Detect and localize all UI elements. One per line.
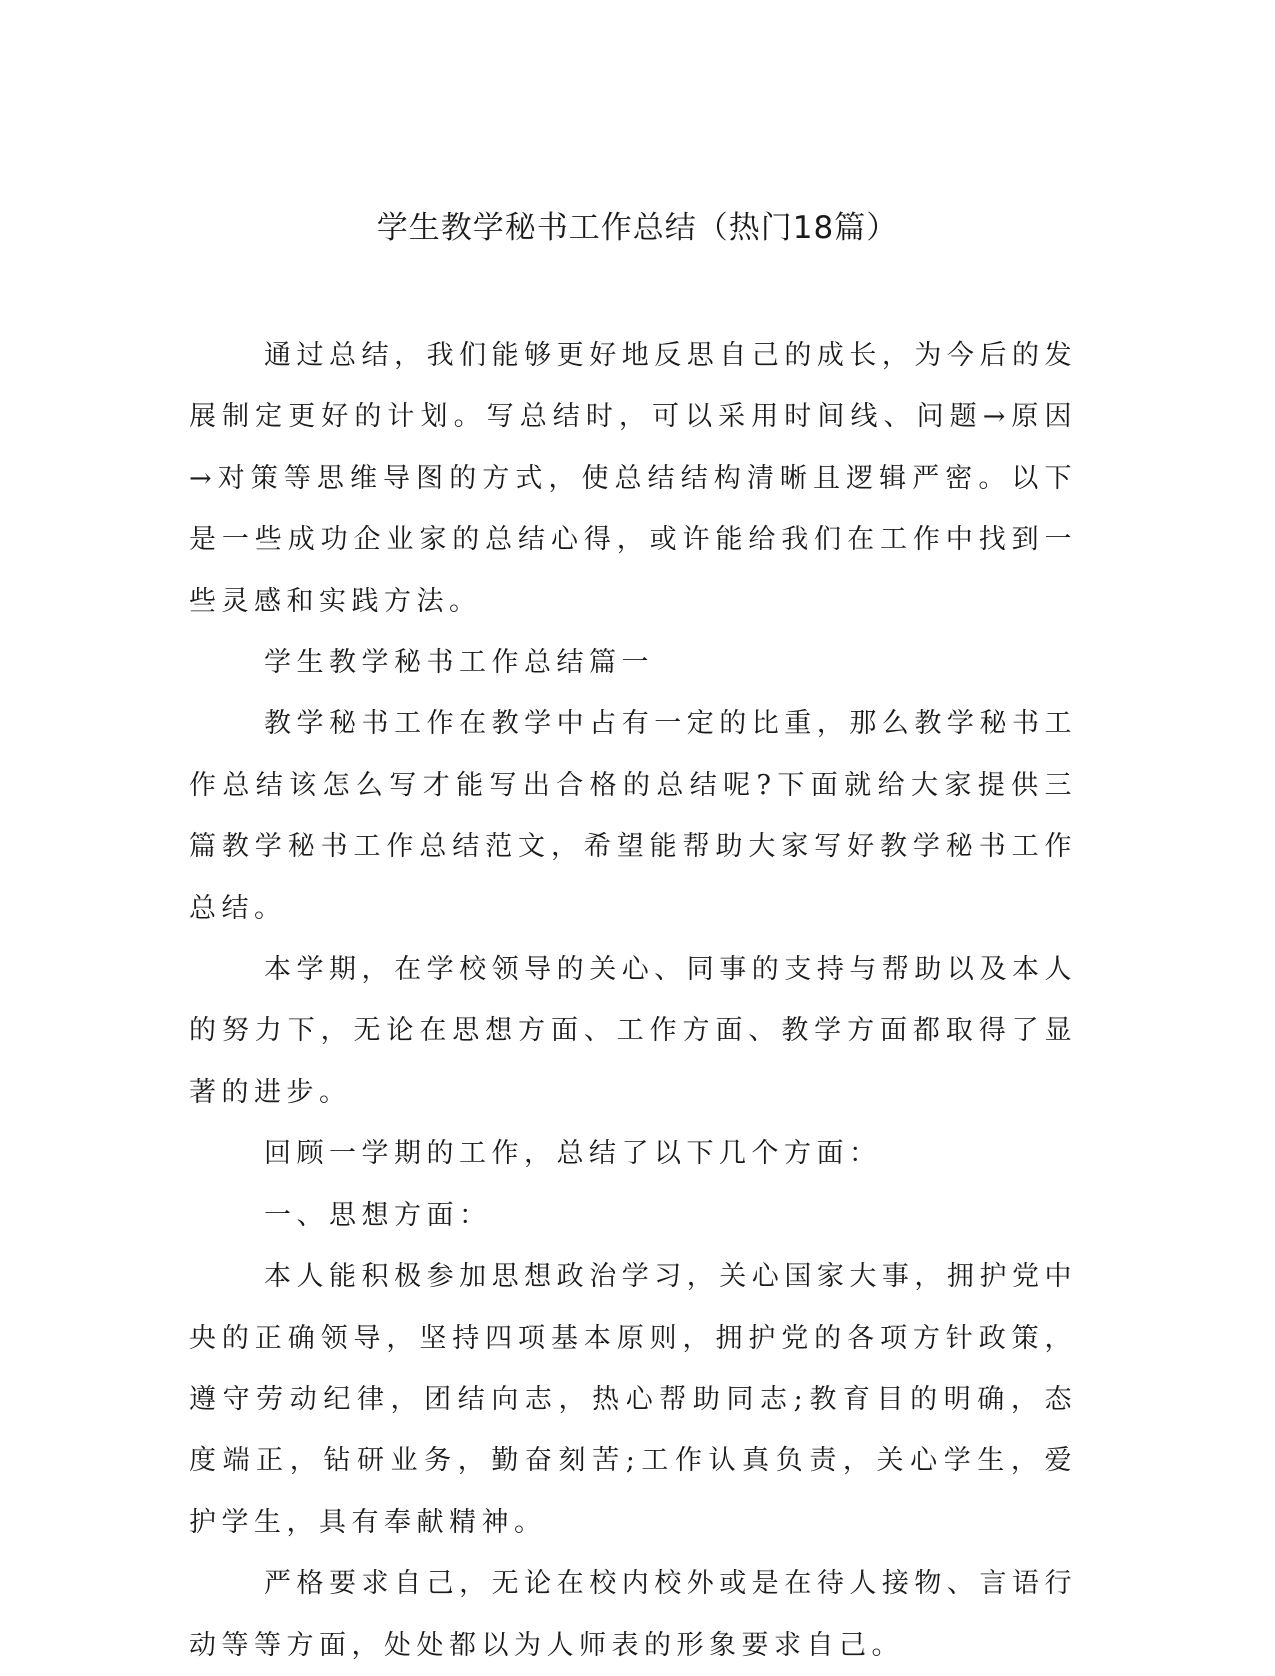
- subsection-heading: 一、思想方面：: [264, 1199, 492, 1231]
- intro-paragraph: 通过总结，我们能够更好地反思自己的成长，为今后的发展制定更好的计划。写总结时，可以采用时间线、问题→原因→对策等思维导图的方式，使总结结构清晰且逻辑严密。以下是一些成功企业家的总结心得，或许能给我们在工作中找到一些灵感和实践方法。: [189, 340, 1077, 617]
- body-paragraph: 本人能积极参加思想政治学习，关心国家大事，拥护党中央的正确领导，坚持四项基本原则，拥护党的各项方针政策，遵守劳动纪律，团结向志，热心帮助同志;教育目的明确，态度端正，钻研业务，勤奋刻苦;工作认真负责，关心学生，爱护学生，具有奉献精神。: [189, 1261, 1077, 1538]
- document-title: 学生教学秘书工作总结（热门18篇）: [376, 210, 899, 246]
- document-body: [189, 325, 1077, 1676]
- body-paragraph: 严格要求自己，无论在校内校外或是在待人接物、言语行动等等方面，处处都以为人师表的形象要求自己。: [189, 1568, 1077, 1661]
- body-paragraph: 教学秘书工作在教学中占有一定的比重，那么教学秘书工作总结该怎么写才能写出合格的总结呢?下面就给大家提供三篇教学秘书工作总结范文，希望能帮助大家写好教学秘书工作总结。: [189, 708, 1077, 924]
- body-paragraph: 本学期，在学校领导的关心、同事的支持与帮助以及本人的努力下，无论在思想方面、工作方面、教学方面都取得了显著的进步。: [189, 954, 1077, 1108]
- body-paragraph: 回顾一学期的工作，总结了以下几个方面：: [264, 1138, 882, 1170]
- section-heading: 学生教学秘书工作总结篇一: [264, 647, 654, 679]
